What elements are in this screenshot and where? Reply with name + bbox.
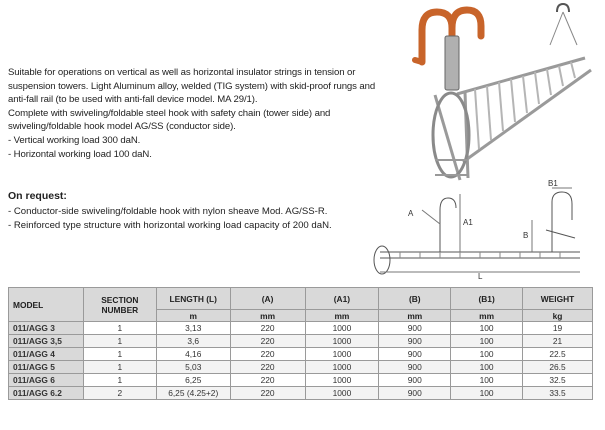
description-paragraph: Complete with swiveling/foldable steel hook with safety chain (tower side) and swiveling/foldable hook model AG/SS (conductor side). — [8, 107, 331, 133]
header-a1: (A1) — [305, 288, 379, 310]
on-request-list — [8, 205, 378, 232]
cell-weight: 21 — [523, 335, 593, 348]
unit-a: mm — [230, 310, 305, 322]
description-horizontal-load: - Horizontal working load 100 daN. — [8, 148, 152, 160]
unit-b1: mm — [451, 310, 523, 322]
cell-section: 1 — [83, 374, 156, 387]
cell-b: 900 — [379, 322, 451, 335]
on-request-title: On request: — [8, 190, 67, 202]
cell-weight: 19 — [523, 322, 593, 335]
label-b: B — [523, 231, 529, 240]
cell-b1: 100 — [451, 361, 523, 374]
label-l: L — [478, 272, 483, 280]
cell-a: 220 — [230, 374, 305, 387]
cell-b1: 100 — [451, 387, 523, 400]
label-b1: B1 — [548, 180, 558, 188]
cell-a1: 1000 — [305, 374, 379, 387]
header-b: (B) — [379, 288, 451, 310]
cell-b1: 100 — [451, 322, 523, 335]
unit-length: m — [156, 310, 230, 322]
label-a: A — [408, 209, 414, 218]
cell-weight: 26.5 — [523, 361, 593, 374]
cell-a1: 1000 — [305, 322, 379, 335]
cell-b: 900 — [379, 374, 451, 387]
cell-weight: 32.5 — [523, 374, 593, 387]
table-header-row — [9, 288, 593, 310]
cell-model: 011/AGG 4 — [9, 348, 84, 361]
label-a1: A1 — [463, 218, 473, 227]
cell-length: 5,03 — [156, 361, 230, 374]
cell-b: 900 — [379, 387, 451, 400]
cell-b: 900 — [379, 361, 451, 374]
dimension-diagram — [360, 180, 605, 280]
cell-section: 1 — [83, 335, 156, 348]
on-request-item: - Reinforced type structure with horizontal working load capacity of 200 daN. — [8, 219, 332, 231]
cell-b1: 100 — [451, 374, 523, 387]
cell-a: 220 — [230, 387, 305, 400]
header-a: (A) — [230, 288, 305, 310]
cell-length: 3,13 — [156, 322, 230, 335]
cell-weight: 33.5 — [523, 387, 593, 400]
cell-b1: 100 — [451, 348, 523, 361]
cell-a1: 1000 — [305, 361, 379, 374]
table-row — [9, 387, 593, 400]
orange-hook-right — [452, 10, 481, 36]
cell-section: 1 — [83, 361, 156, 374]
cell-section: 1 — [83, 348, 156, 361]
cell-model: 011/AGG 3,5 — [9, 335, 84, 348]
cell-length: 4,16 — [156, 348, 230, 361]
unit-weight: kg — [523, 310, 593, 322]
cell-b: 900 — [379, 335, 451, 348]
cell-length: 3,6 — [156, 335, 230, 348]
header-weight: WEIGHT — [523, 288, 593, 310]
table-row — [9, 322, 593, 335]
spec-table — [8, 287, 593, 400]
cell-model: 011/AGG 6.2 — [9, 387, 84, 400]
cell-section: 2 — [83, 387, 156, 400]
cell-b1: 100 — [451, 335, 523, 348]
ladder-product-photo — [395, 0, 605, 200]
table-row — [9, 335, 593, 348]
header-model: MODEL — [9, 288, 84, 322]
cell-a: 220 — [230, 348, 305, 361]
table-row — [9, 361, 593, 374]
cell-a: 220 — [230, 322, 305, 335]
cell-model: 011/AGG 3 — [9, 322, 84, 335]
cell-a: 220 — [230, 335, 305, 348]
unit-a1: mm — [305, 310, 379, 322]
header-section-number: SECTION NUMBER — [83, 288, 156, 322]
cell-model: 011/AGG 6 — [9, 374, 84, 387]
cell-section: 1 — [83, 322, 156, 335]
product-description — [8, 66, 378, 161]
table-row — [9, 374, 593, 387]
header-length: LENGTH (L) — [156, 288, 230, 310]
description-paragraph: Suitable for operations on vertical as well as horizontal insulator strings in tension or suspension towers. Light Aluminum alloy, welded (TIG system) with skid-proof rungs and anti-fall rail (to be used with anti-fall device model. MA 29/1). — [8, 67, 376, 106]
unit-b: mm — [379, 310, 451, 322]
cell-model: 011/AGG 5 — [9, 361, 84, 374]
cell-weight: 22.5 — [523, 348, 593, 361]
cell-length: 6,25 — [156, 374, 230, 387]
table-row — [9, 348, 593, 361]
cell-a1: 1000 — [305, 335, 379, 348]
description-vertical-load: - Vertical working load 300 daN. — [8, 134, 141, 146]
on-request-item: - Conductor-side swiveling/foldable hook with nylon sheave Mod. AG/SS-R. — [8, 206, 328, 217]
cell-a1: 1000 — [305, 348, 379, 361]
cell-length: 6,25 (4.25+2) — [156, 387, 230, 400]
header-b1: (B1) — [451, 288, 523, 310]
cell-b: 900 — [379, 348, 451, 361]
cell-a: 220 — [230, 361, 305, 374]
cell-a1: 1000 — [305, 387, 379, 400]
